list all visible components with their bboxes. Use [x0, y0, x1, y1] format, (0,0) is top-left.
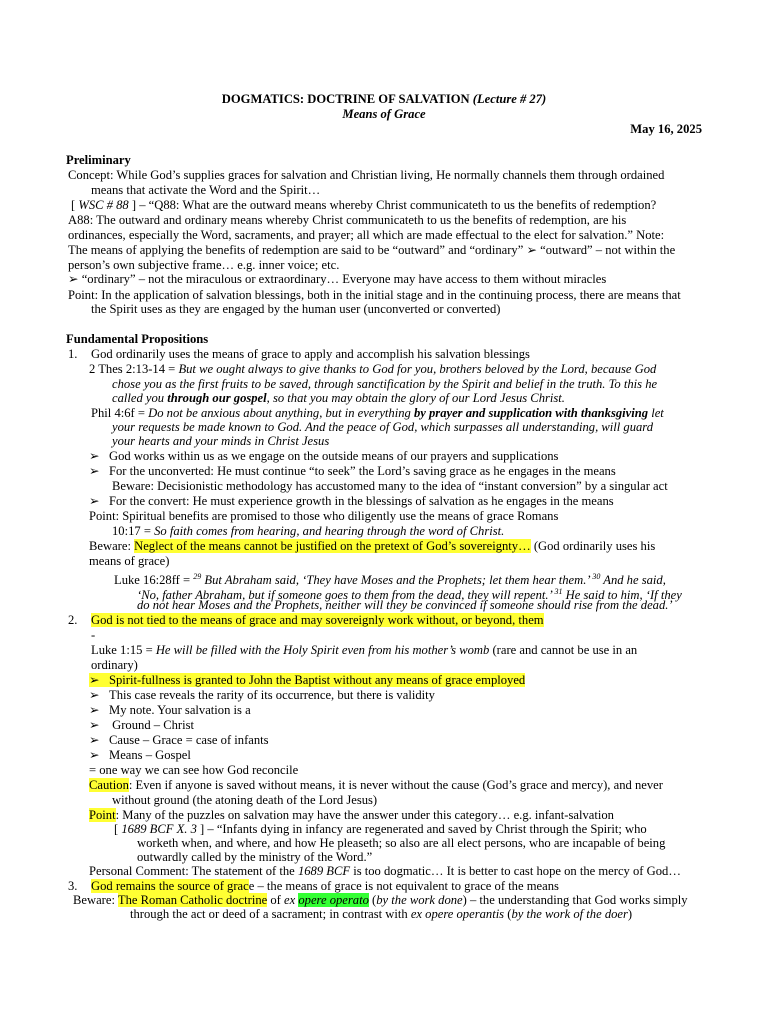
verse-ref: Phil 4:6f =	[91, 406, 149, 420]
text: , so that you may obtain the glory of our Lord Jesus Christ.	[266, 391, 565, 405]
text: is too dogmatic… It is better to cast hope on the mercy of God…	[350, 864, 681, 878]
arrow-bullet-icon: ➢	[89, 718, 100, 732]
arrow-bullet-icon: ➢	[89, 748, 100, 762]
highlighted-text: Neglect of the means cannot be justified on the pretext of God’s sovereignty…	[134, 539, 531, 553]
text: Personal Comment: The statement of the	[89, 864, 298, 878]
arrow-bullet-icon: ➢	[89, 673, 100, 687]
emphasis: through our gospel	[167, 391, 267, 405]
prelim-concept-cont: means that activate the Word and the Spirit…	[91, 183, 321, 197]
reconcile-note: = one way we can see how God reconcile	[89, 763, 299, 777]
caution-label: Caution	[89, 778, 129, 792]
beware-roman-catholic-cont	[130, 907, 632, 922]
list-item	[89, 748, 191, 763]
text: through the act or deed of a sacrament; in contrast with	[130, 907, 411, 921]
text: : Even if anyone is saved without means, it is never without the cause (God’s grace and mercy), and never	[128, 778, 663, 792]
prelim-ordinary: ➢ “ordinary” – not the miraculous or extraordinary… Everyone may have access to them without miracles	[68, 272, 607, 286]
beware-neglect-cont: means of grace)	[89, 554, 170, 568]
title-lecture: (Lecture # 27)	[472, 92, 547, 106]
beware-roman-catholic	[73, 893, 688, 908]
highlighted-text: God remains the source of grac	[91, 879, 249, 893]
text: of	[267, 893, 285, 907]
proposition-2	[91, 613, 544, 628]
arrow-bullet-icon: ➢	[89, 464, 100, 478]
translation: by the work of the doer	[511, 907, 628, 921]
arrow-bullet-icon: ➢	[89, 733, 100, 747]
verse-text: Do not be anxious about anything, but in everything	[148, 406, 414, 420]
rom-verse	[112, 524, 504, 539]
bcf-quote-cont: worketh when, and where, and how He pleaseth; so also are all elect persons, who are incapable of being	[137, 836, 666, 850]
verse-number: 29	[193, 572, 202, 581]
list-item	[89, 733, 269, 748]
point-label: Point	[89, 808, 116, 822]
text: (	[368, 893, 377, 907]
title-main: DOGMATICS: DOCTRINE OF SALVATION	[221, 92, 473, 106]
proposition-1: God ordinarily uses the means of grace to apply and accomplish his salvation blessings	[91, 347, 530, 361]
luke-16-verse-cont: do not hear Moses and the Prophets, neither will they be convinced if someone should rise from the dead.’	[137, 598, 673, 612]
list-item	[89, 688, 435, 703]
text: [	[114, 822, 122, 836]
item-text: Spirit-fullness is granted to John the Baptist without any means of grace employed	[109, 673, 526, 687]
verse-text: let	[648, 406, 664, 420]
proposition-3	[91, 879, 559, 894]
prelim-wsc-q88	[71, 198, 656, 213]
caution-note	[89, 778, 663, 793]
text: (God ordinarily uses his	[530, 539, 656, 553]
list-item	[89, 464, 616, 479]
prelim-point: Point: In the application of salvation blessings, both in the initial stage and in the continuing process, there are means that	[68, 288, 681, 302]
verse-ref: 2 Thes 2:13-14 =	[89, 362, 179, 376]
prelim-point-cont: the Spirit uses as they are engaged by the human user (unconverted or converted)	[91, 302, 501, 316]
prelim-note: The means of applying the benefits of redemption are said to be “outward” and “ordinary” ➢ “outward” – not within the	[68, 243, 676, 257]
list-item	[89, 494, 614, 509]
verse-ref: Luke 1:15 =	[91, 643, 156, 657]
proposition-2-number: 2.	[68, 613, 78, 627]
thes-verse	[89, 362, 656, 377]
item-text: This case reveals the rarity of its occurrence, but there is validity	[109, 688, 435, 702]
verse-ref: Luke 16:28ff =	[114, 573, 194, 588]
arrow-bullet-icon: ➢	[89, 688, 100, 702]
luke-1-verse-cont: ordinary)	[91, 658, 138, 672]
verse-text: But we ought always to give thanks to God for you, brothers beloved by the Lord, because God	[178, 362, 657, 376]
section-heading-fundamental: Fundamental Propositions	[66, 332, 209, 346]
text: (rare and cannot be use in an	[489, 643, 638, 657]
item-text: Means – Gospel	[109, 748, 191, 762]
thes-verse-cont	[112, 391, 565, 406]
document-title	[0, 92, 768, 107]
verse-text: He will be filled with the Holy Spirit even from his mother’s womb	[155, 643, 490, 657]
highlighted-text: God is not tied to the means of grace and may sovereignly work without, or beyond, them	[91, 613, 544, 627]
section-heading-preliminary: Preliminary	[66, 153, 131, 167]
emphasis: by prayer and supplication with thanksgiving	[413, 406, 649, 420]
beware-neglect	[89, 539, 655, 554]
dash: -	[91, 628, 96, 642]
personal-comment	[89, 864, 681, 879]
item-text: For the convert: He must experience growth in the blessings of salvation as he engages in the means	[109, 494, 614, 508]
list-item	[89, 703, 251, 718]
item-text: For the unconverted: He must continue “to seek” the Lord’s saving grace as he engages in the means	[109, 464, 616, 478]
caution-note-cont: without ground (the atoning death of the Lord Jesus)	[112, 793, 378, 807]
arrow-bullet-icon: ➢	[89, 449, 100, 463]
luke-1-verse	[91, 643, 637, 658]
item-text: Ground – Christ	[109, 718, 195, 732]
proposition-3-number: 3.	[68, 879, 78, 893]
text: ) – the understanding that God works simply	[462, 893, 688, 907]
text: )	[627, 907, 633, 921]
document-date: May 16, 2025	[630, 122, 702, 136]
item-text: God works within us as we engage on the outside means of our prayers and supplications	[109, 449, 559, 463]
verse-number: 30	[592, 572, 601, 581]
label: Beware:	[89, 539, 135, 553]
verse-text: So faith comes from hearing, and hearing through the word of Christ.	[154, 524, 505, 538]
arrow-bullet-icon: ➢	[89, 703, 100, 717]
green-highlighted-term: opere operato	[298, 893, 369, 907]
list-item	[89, 718, 194, 733]
text: [	[71, 198, 79, 212]
list-item	[89, 449, 558, 464]
bcf-ref: 1689 BCF X. 3	[121, 822, 197, 836]
thes-verse-cont: chose you as the first fruits to be saved, through sanctification by the Spirit and belief in the truth. To this he	[112, 377, 658, 391]
verse-text: And he said,	[600, 573, 666, 588]
translation: by the work done	[376, 893, 463, 907]
phil-verse-cont: your requests be made known to God. And the peace of God, which surpasses all understanding, will guard	[112, 420, 654, 434]
bcf-ref: 1689 BCF	[297, 864, 351, 878]
prelim-a88: A88: The outward and ordinary means whereby Christ communicateth to us the benefits of redemption, are his	[68, 213, 627, 227]
item-text: Cause – Grace = case of infants	[109, 733, 269, 747]
phil-verse-cont: your hearts and your minds in Christ Jesus	[112, 434, 330, 448]
latin-term: ex opere operantis	[410, 907, 505, 921]
item-text: My note. Your salvation is a	[109, 703, 251, 717]
text: : Many of the puzzles on salvation may have the answer under this category… e.g. infant-salvation	[115, 808, 614, 822]
verse-text: But Abraham said, ‘They have Moses and the Prophets; let them hear them.’	[201, 573, 593, 588]
text: (	[504, 907, 512, 921]
verse-text: ‘No, father Abraham, but if someone goes to them from the dead, they will repent.’	[137, 588, 555, 603]
prelim-concept: Concept: While God’s supplies graces for salvation and Christian living, He normally channels them through ordained	[68, 168, 665, 182]
verse-number: 31	[554, 587, 563, 596]
arrow-bullet-icon: ➢	[89, 494, 100, 508]
latin-term: ex	[284, 893, 299, 907]
prelim-ordinances: ordinances, especially the Word, sacraments, and prayer; all which are made effectual to the elect for salvation.” Note:	[68, 228, 665, 242]
verse-ref: 10:17 =	[112, 524, 155, 538]
point-note	[89, 808, 614, 823]
beware-decisionistic: Beware: Decisionistic methodology has accustomed many to the idea of “instant conversion” by a singular act	[112, 479, 668, 493]
document-subtitle: Means of Grace	[342, 107, 426, 121]
text: e – the means of grace is not equivalent to grace of the means	[248, 879, 559, 893]
text: called you	[112, 391, 168, 405]
bcf-quote-cont: outwardly called by the ministry of the Word.”	[137, 850, 373, 864]
list-item	[89, 673, 525, 688]
phil-verse	[91, 406, 664, 421]
text: ] – “Q88: What are the outward means whereby Christ communicateth to us the benefits of redemption?	[128, 198, 657, 212]
point-spiritual-benefits: Point: Spiritual benefits are promised to those who diligently use the means of grace Romans	[89, 509, 559, 523]
label: Beware:	[73, 893, 118, 907]
highlighted-text	[89, 673, 525, 687]
text: ] – “Infants dying in infancy are regenerated and saved by Christ through the Spirit; who	[196, 822, 647, 836]
bcf-quote	[114, 822, 647, 837]
prelim-note-cont: person’s own subjective frame… e.g. inner voice; etc.	[68, 258, 340, 272]
proposition-1-number: 1.	[68, 347, 78, 361]
wsc-ref: WSC # 88	[78, 198, 129, 212]
verse-text: He said to him, ‘If they	[562, 588, 682, 603]
highlighted-text: The Roman Catholic doctrine	[117, 893, 268, 907]
